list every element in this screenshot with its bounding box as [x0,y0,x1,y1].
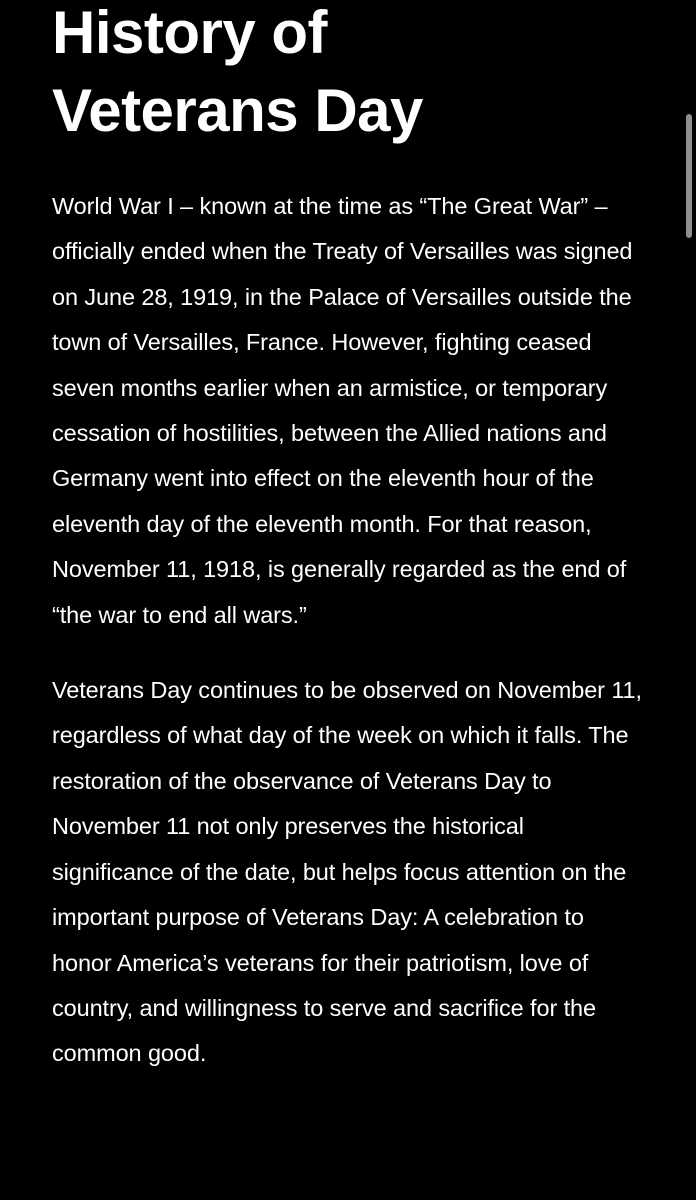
article-paragraph-2: Veterans Day continues to be observed on November 11, regardless of what day of the week on which it falls. The restoration of the observance of Veterans Day to November 11 not only preserves the historical significance of the date, but helps focus attention on the important purpose of Veterans Day: A celebration to honor America’s veterans for their patriotism, love of country, and willingness to serve and sacrifice for the common good. [52,677,642,1067]
scrollbar-thumb[interactable] [686,114,692,238]
article [52,0,648,1077]
article-title: History of Veterans Day [52,0,423,144]
article-paragraph-1: World War I – known at the time as “The Great War” – officially ended when the Treaty of Versailles was signed on June 28, 1919, in the Palace of Versailles outside the town of Versailles, France. However, fighting ceased seven months earlier when an armistice, or temporary cessation of hostilities, between the Allied nations and Germany went into effect on the eleventh hour of the eleventh day of the eleventh month. For that reason, November 11, 1918, is generally regarded as the end of “the war to end all wars.” [52,193,633,628]
